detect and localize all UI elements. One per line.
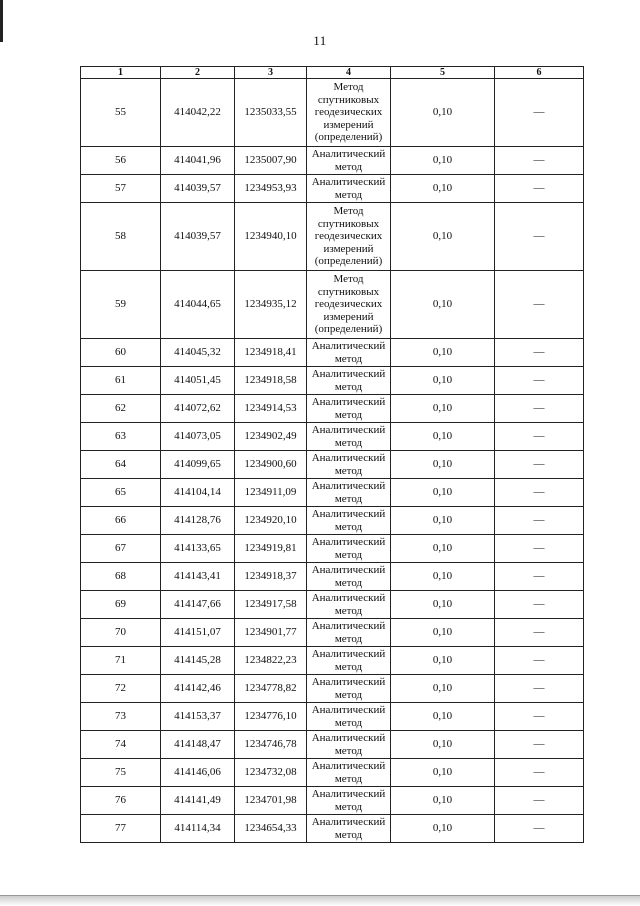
x-coordinate-cell: 414045,32 <box>161 339 235 367</box>
method-cell: Аналитический метод <box>307 591 391 619</box>
table-row <box>81 479 584 507</box>
x-coordinate-cell: 414104,14 <box>161 479 235 507</box>
description-cell: — <box>495 79 584 147</box>
table-row <box>81 175 584 203</box>
point-number-cell: 67 <box>81 535 161 563</box>
table-row <box>81 203 584 271</box>
table-header-row <box>81 67 584 79</box>
method-cell: Аналитический метод <box>307 507 391 535</box>
y-coordinate-cell: 1234654,33 <box>235 815 307 843</box>
description-cell: — <box>495 591 584 619</box>
y-coordinate-cell: 1235007,90 <box>235 147 307 175</box>
column-header: 2 <box>161 67 235 79</box>
x-coordinate-cell: 414128,76 <box>161 507 235 535</box>
accuracy-cell: 0,10 <box>391 703 495 731</box>
table-row <box>81 703 584 731</box>
description-cell: — <box>495 619 584 647</box>
method-cell: Метод спутниковых геодезических измерений (определений) <box>307 271 391 339</box>
accuracy-cell: 0,10 <box>391 451 495 479</box>
x-coordinate-cell: 414114,34 <box>161 815 235 843</box>
table-row <box>81 731 584 759</box>
method-cell: Аналитический метод <box>307 619 391 647</box>
accuracy-cell: 0,10 <box>391 787 495 815</box>
point-number-cell: 75 <box>81 759 161 787</box>
method-cell: Аналитический метод <box>307 339 391 367</box>
table-row <box>81 423 584 451</box>
point-number-cell: 74 <box>81 731 161 759</box>
accuracy-cell: 0,10 <box>391 175 495 203</box>
y-coordinate-cell: 1234953,93 <box>235 175 307 203</box>
y-coordinate-cell: 1234920,10 <box>235 507 307 535</box>
table-row <box>81 339 584 367</box>
accuracy-cell: 0,10 <box>391 339 495 367</box>
table-row <box>81 79 584 147</box>
x-coordinate-cell: 414039,57 <box>161 175 235 203</box>
scan-bottom-edge <box>0 895 640 906</box>
table-row <box>81 563 584 591</box>
point-number-cell: 68 <box>81 563 161 591</box>
y-coordinate-cell: 1234911,09 <box>235 479 307 507</box>
point-number-cell: 77 <box>81 815 161 843</box>
point-number-cell: 69 <box>81 591 161 619</box>
y-coordinate-cell: 1234822,23 <box>235 647 307 675</box>
method-cell: Аналитический метод <box>307 175 391 203</box>
y-coordinate-cell: 1234901,77 <box>235 619 307 647</box>
accuracy-cell: 0,10 <box>391 507 495 535</box>
y-coordinate-cell: 1234919,81 <box>235 535 307 563</box>
accuracy-cell: 0,10 <box>391 591 495 619</box>
method-cell: Аналитический метод <box>307 647 391 675</box>
method-cell: Аналитический метод <box>307 147 391 175</box>
point-number-cell: 72 <box>81 675 161 703</box>
point-number-cell: 56 <box>81 147 161 175</box>
y-coordinate-cell: 1234917,58 <box>235 591 307 619</box>
point-number-cell: 57 <box>81 175 161 203</box>
table-row <box>81 759 584 787</box>
y-coordinate-cell: 1234918,37 <box>235 563 307 591</box>
point-number-cell: 70 <box>81 619 161 647</box>
x-coordinate-cell: 414151,07 <box>161 619 235 647</box>
description-cell: — <box>495 507 584 535</box>
table-row <box>81 451 584 479</box>
x-coordinate-cell: 414141,49 <box>161 787 235 815</box>
y-coordinate-cell: 1234776,10 <box>235 703 307 731</box>
point-number-cell: 58 <box>81 203 161 271</box>
column-header: 5 <box>391 67 495 79</box>
description-cell: — <box>495 271 584 339</box>
x-coordinate-cell: 414072,62 <box>161 395 235 423</box>
column-header: 6 <box>495 67 584 79</box>
y-coordinate-cell: 1234900,60 <box>235 451 307 479</box>
y-coordinate-cell: 1234778,82 <box>235 675 307 703</box>
accuracy-cell: 0,10 <box>391 563 495 591</box>
accuracy-cell: 0,10 <box>391 731 495 759</box>
table-body <box>81 79 584 843</box>
x-coordinate-cell: 414044,65 <box>161 271 235 339</box>
accuracy-cell: 0,10 <box>391 367 495 395</box>
y-coordinate-cell: 1234940,10 <box>235 203 307 271</box>
point-number-cell: 55 <box>81 79 161 147</box>
method-cell: Аналитический метод <box>307 423 391 451</box>
x-coordinate-cell: 414147,66 <box>161 591 235 619</box>
table-row <box>81 619 584 647</box>
accuracy-cell: 0,10 <box>391 395 495 423</box>
accuracy-cell: 0,10 <box>391 535 495 563</box>
column-header: 4 <box>307 67 391 79</box>
accuracy-cell: 0,10 <box>391 479 495 507</box>
method-cell: Аналитический метод <box>307 395 391 423</box>
x-coordinate-cell: 414148,47 <box>161 731 235 759</box>
description-cell: — <box>495 479 584 507</box>
method-cell: Аналитический метод <box>307 787 391 815</box>
point-number-cell: 59 <box>81 271 161 339</box>
table-row <box>81 815 584 843</box>
y-coordinate-cell: 1234902,49 <box>235 423 307 451</box>
method-cell: Метод спутниковых геодезических измерений (определений) <box>307 79 391 147</box>
x-coordinate-cell: 414153,37 <box>161 703 235 731</box>
coordinates-table <box>80 66 584 843</box>
x-coordinate-cell: 414145,28 <box>161 647 235 675</box>
x-coordinate-cell: 414042,22 <box>161 79 235 147</box>
accuracy-cell: 0,10 <box>391 203 495 271</box>
accuracy-cell: 0,10 <box>391 647 495 675</box>
table-row <box>81 535 584 563</box>
x-coordinate-cell: 414051,45 <box>161 367 235 395</box>
table-row <box>81 647 584 675</box>
method-cell: Аналитический метод <box>307 563 391 591</box>
method-cell: Аналитический метод <box>307 731 391 759</box>
accuracy-cell: 0,10 <box>391 759 495 787</box>
table-row <box>81 395 584 423</box>
table-row <box>81 675 584 703</box>
column-header: 3 <box>235 67 307 79</box>
accuracy-cell: 0,10 <box>391 271 495 339</box>
description-cell: — <box>495 451 584 479</box>
y-coordinate-cell: 1234746,78 <box>235 731 307 759</box>
method-cell: Аналитический метод <box>307 815 391 843</box>
accuracy-cell: 0,10 <box>391 815 495 843</box>
description-cell: — <box>495 787 584 815</box>
table-row <box>81 367 584 395</box>
table-row <box>81 787 584 815</box>
method-cell: Аналитический метод <box>307 367 391 395</box>
column-header: 1 <box>81 67 161 79</box>
description-cell: — <box>495 367 584 395</box>
point-number-cell: 61 <box>81 367 161 395</box>
y-coordinate-cell: 1234918,58 <box>235 367 307 395</box>
description-cell: — <box>495 647 584 675</box>
description-cell: — <box>495 535 584 563</box>
point-number-cell: 64 <box>81 451 161 479</box>
description-cell: — <box>495 175 584 203</box>
accuracy-cell: 0,10 <box>391 619 495 647</box>
y-coordinate-cell: 1234701,98 <box>235 787 307 815</box>
description-cell: — <box>495 815 584 843</box>
y-coordinate-cell: 1234935,12 <box>235 271 307 339</box>
accuracy-cell: 0,10 <box>391 675 495 703</box>
page-number: 11 <box>313 33 327 48</box>
method-cell: Аналитический метод <box>307 759 391 787</box>
point-number-cell: 71 <box>81 647 161 675</box>
description-cell: — <box>495 423 584 451</box>
table-row <box>81 147 584 175</box>
description-cell: — <box>495 395 584 423</box>
point-number-cell: 66 <box>81 507 161 535</box>
method-cell: Аналитический метод <box>307 451 391 479</box>
description-cell: — <box>495 759 584 787</box>
x-coordinate-cell: 414142,46 <box>161 675 235 703</box>
method-cell: Аналитический метод <box>307 479 391 507</box>
y-coordinate-cell: 1235033,55 <box>235 79 307 147</box>
point-number-cell: 73 <box>81 703 161 731</box>
x-coordinate-cell: 414133,65 <box>161 535 235 563</box>
method-cell: Метод спутниковых геодезических измерений (определений) <box>307 203 391 271</box>
y-coordinate-cell: 1234918,41 <box>235 339 307 367</box>
method-cell: Аналитический метод <box>307 675 391 703</box>
x-coordinate-cell: 414039,57 <box>161 203 235 271</box>
point-number-cell: 62 <box>81 395 161 423</box>
table-row <box>81 591 584 619</box>
description-cell: — <box>495 675 584 703</box>
description-cell: — <box>495 703 584 731</box>
point-number-cell: 63 <box>81 423 161 451</box>
accuracy-cell: 0,10 <box>391 423 495 451</box>
point-number-cell: 60 <box>81 339 161 367</box>
x-coordinate-cell: 414073,05 <box>161 423 235 451</box>
method-cell: Аналитический метод <box>307 703 391 731</box>
description-cell: — <box>495 731 584 759</box>
point-number-cell: 76 <box>81 787 161 815</box>
x-coordinate-cell: 414146,06 <box>161 759 235 787</box>
table-row <box>81 507 584 535</box>
description-cell: — <box>495 339 584 367</box>
accuracy-cell: 0,10 <box>391 147 495 175</box>
description-cell: — <box>495 147 584 175</box>
method-cell: Аналитический метод <box>307 535 391 563</box>
point-number-cell: 65 <box>81 479 161 507</box>
y-coordinate-cell: 1234732,08 <box>235 759 307 787</box>
accuracy-cell: 0,10 <box>391 79 495 147</box>
description-cell: — <box>495 203 584 271</box>
x-coordinate-cell: 414099,65 <box>161 451 235 479</box>
x-coordinate-cell: 414041,96 <box>161 147 235 175</box>
y-coordinate-cell: 1234914,53 <box>235 395 307 423</box>
table-row <box>81 271 584 339</box>
x-coordinate-cell: 414143,41 <box>161 563 235 591</box>
description-cell: — <box>495 563 584 591</box>
